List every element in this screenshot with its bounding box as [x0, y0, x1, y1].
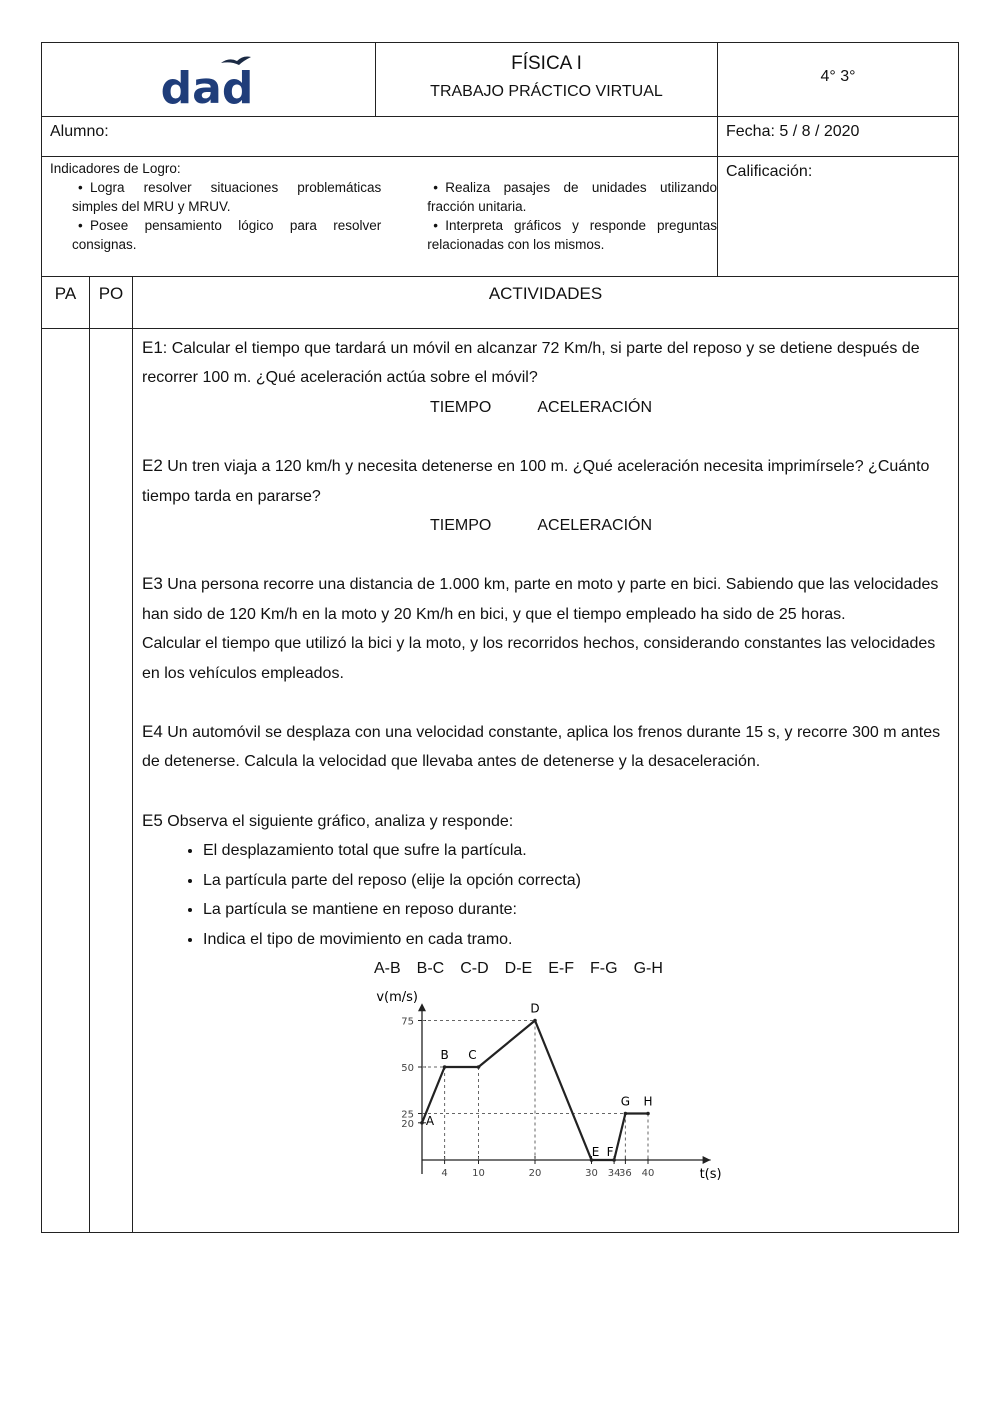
data-point — [533, 1019, 537, 1023]
point-label-d: D — [530, 1001, 540, 1016]
indicators-title: Indicadores de Logro: — [50, 161, 181, 176]
x-axis-label: t(s) — [699, 1167, 722, 1183]
list-item: • La partícula se mantiene en reposo durante: — [203, 895, 946, 924]
point-label-a: A — [425, 1114, 435, 1129]
course-label: 4° 3° — [820, 68, 856, 85]
exercise-e2: E2 Un tren viaja a 120 km/h y necesita detenerse en 100 m. ¿Qué aceleración necesita imprimírsele? ¿Cuánto tiempo tarda en pararse? — [142, 456, 930, 505]
list-item: • El desplazamiento total que sufre la partícula. — [203, 836, 946, 865]
col-pa-cell[interactable] — [42, 329, 90, 1233]
grade-field[interactable] — [718, 157, 959, 277]
data-point — [443, 1066, 447, 1070]
point-label-h: H — [643, 1094, 653, 1109]
subject-title: FÍSICA I — [511, 53, 582, 74]
x-tick-label: 4 — [441, 1168, 448, 1180]
point-label-b: B — [440, 1048, 449, 1063]
activities-content — [133, 329, 959, 1233]
exercise-e3: E3 Una persona recorre una distancia de 1.000 km, parte en moto y parte en bici. Sabiendo que las velocidades han sido de 120 Km/h en la moto y 20 Km/h en bici, y que el tiempo empleado ha sido de 25 horas. — [142, 574, 939, 623]
col-activities-header: ACTIVIDADES — [133, 277, 959, 329]
x-axis-arrow — [703, 1156, 711, 1164]
point-label-g: G — [620, 1094, 631, 1109]
activities-table — [41, 276, 959, 1233]
school-logo — [159, 51, 259, 111]
assignment-subtitle: TRABAJO PRÁCTICO VIRTUAL — [430, 83, 663, 100]
list-item: • La partícula parte del reposo (elije la opción correcta) — [203, 866, 946, 895]
col-po-header: PO — [90, 277, 133, 329]
y-tick-label: 75 — [401, 1016, 414, 1028]
x-tick-label: 30 — [585, 1168, 598, 1180]
point-label-c: C — [468, 1048, 477, 1063]
title-cell — [376, 43, 718, 117]
data-point — [420, 1121, 424, 1125]
e5-questions — [142, 836, 946, 954]
header-table — [41, 42, 959, 277]
logo-cell — [42, 43, 376, 117]
exercise-e3-question: Calcular el tiempo que utilizó la bici y la moto, y los recorridos hechos, considerando constantes las velocidades en los vehículos empleados. — [142, 635, 936, 682]
exercise-e5: E5 Observa el siguiente gráfico, analiza y responde: — [142, 810, 514, 830]
indicators-left — [72, 178, 381, 254]
y-tick-label: 50 — [401, 1063, 414, 1075]
x-tick-label: 40 — [641, 1168, 655, 1180]
x-tick-label: 20 — [528, 1168, 542, 1180]
date-label: Fecha: — [726, 123, 775, 140]
logo-text: dad — [160, 63, 253, 111]
course-cell — [718, 43, 959, 117]
grade-label: Calificación: — [726, 163, 813, 180]
answer-labels-e2: TIEMPO ACELERACIÓN — [430, 517, 653, 535]
exercise-e4: E4 Un automóvil se desplaza con una velocidad constante, aplica los frenos durante 15 s, y recorre 300 m antes de detenerse. Calcula la velocidad que llevaba antes de detenerse y la desaceleración. — [142, 722, 941, 771]
list-item: • Indica el tipo de movimiento en cada tramo. — [203, 925, 946, 954]
indicator-item: • Posee pensamiento lógico para resolver consignas. — [72, 216, 381, 254]
indicators-cell — [42, 157, 718, 277]
point-label-f: F — [606, 1145, 614, 1160]
x-tick-label: 10 — [472, 1168, 485, 1180]
data-point — [477, 1066, 481, 1070]
data-point — [624, 1112, 628, 1116]
student-field[interactable] — [42, 117, 718, 157]
data-point — [646, 1112, 650, 1116]
date-value: 5 / 8 / 2020 — [779, 123, 860, 140]
worksheet — [41, 42, 958, 1233]
y-tick-label: 25 — [401, 1109, 414, 1121]
student-label: Alumno: — [50, 123, 109, 140]
indicator-item: • Logra resolver situaciones problemáticas simples del MRU y MRUV. — [72, 178, 381, 216]
col-pa-header: PA — [42, 277, 90, 329]
col-po-cell[interactable] — [90, 329, 133, 1233]
x-tick-label: 34 — [607, 1168, 621, 1180]
exercise-e1: E1: Calcular el tiempo que tardará un móvil en alcanzar 72 Km/h, si parte del reposo y se detiene después de recorrer 100 m. ¿Qué aceleración actúa sobre el móvil? — [142, 338, 920, 387]
velocity-time-chart — [366, 985, 726, 1185]
answer-labels-e1: TIEMPO ACELERACIÓN — [430, 398, 653, 416]
indicators-right — [427, 178, 717, 254]
y-tick-label: 20 — [401, 1119, 414, 1131]
date-field — [718, 117, 959, 157]
point-label-e: E — [591, 1145, 600, 1160]
segment-labels: A-B B-C C-D D-E E-F F-G G-H — [374, 959, 663, 977]
y-axis-label: v(m/s) — [376, 990, 418, 1006]
y-axis-arrow — [418, 1004, 426, 1012]
x-tick-label: 36 — [619, 1168, 632, 1180]
indicator-item: • Realiza pasajes de unidades utilizando fracción unitaria. — [427, 178, 717, 216]
indicator-item: • Interpreta gráficos y responde preguntas relacionadas con los mismos. — [427, 216, 717, 254]
